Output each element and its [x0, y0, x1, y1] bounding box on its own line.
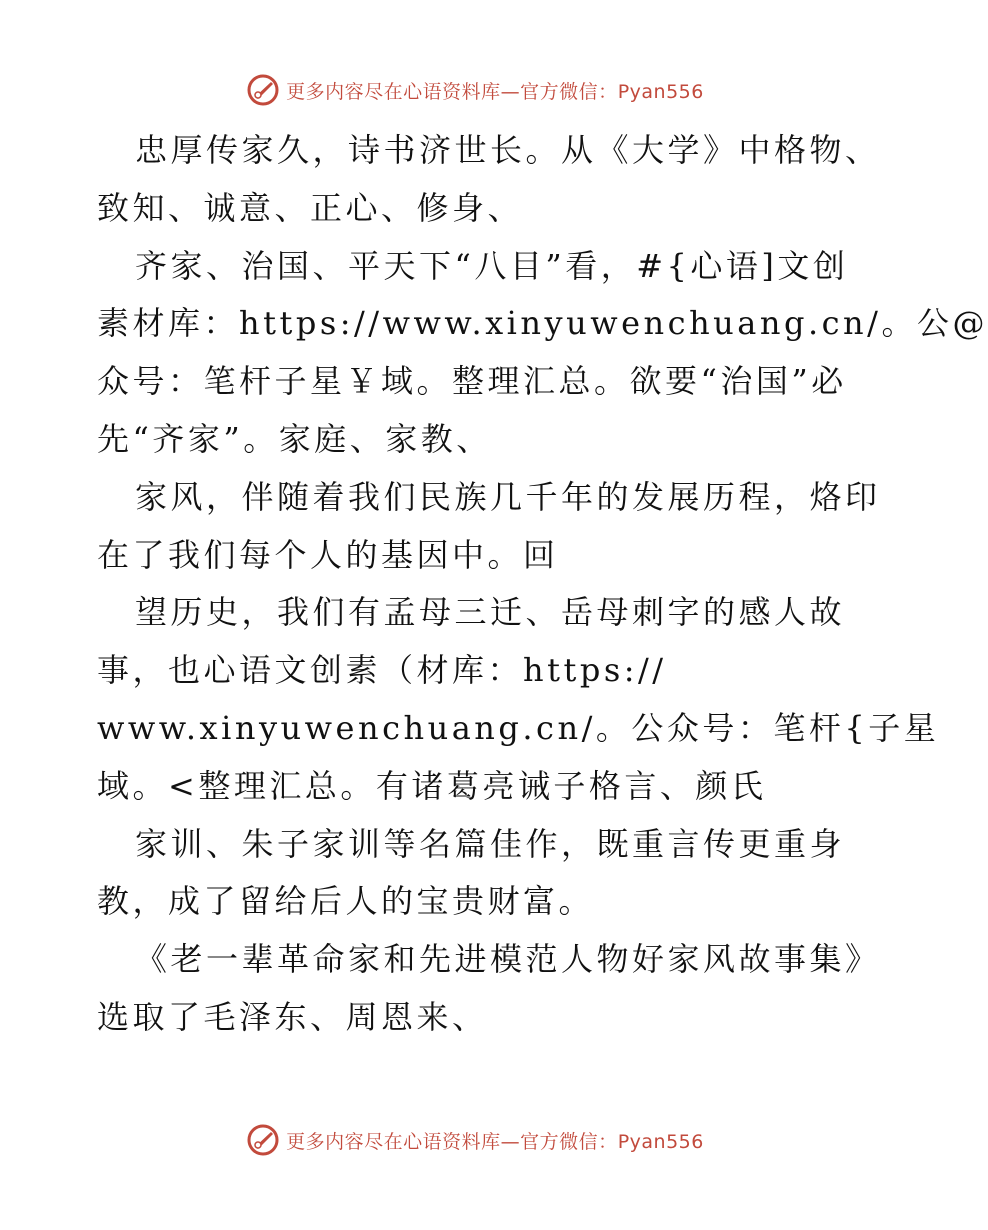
footer-wechat-id: Pyan556: [617, 1130, 704, 1153]
text-line: 齐家、治国、平天下“八目”看，#{心语]文创: [135, 246, 849, 285]
logo-icon: [246, 73, 280, 107]
footer-banner-dash: —: [500, 1130, 521, 1153]
text-line: 先“齐家”。家庭、家教、: [97, 419, 492, 458]
text-line: 素材库：https://www.xinyuwenchuang.cn/。公@: [97, 304, 988, 343]
text-line: 《老一辈革命家和先进模范人物好家风故事集》: [135, 940, 881, 979]
text-line: 致知、诚意、正心、修身、: [97, 188, 524, 227]
header-wechat-id: Pyan556: [617, 80, 704, 103]
header-wechat-label: 官方微信：: [520, 80, 618, 103]
header-banner-dash: —: [500, 80, 521, 103]
footer-banner-text: [286, 1127, 704, 1154]
header-banner-main: 更多内容尽在心语资料库: [286, 80, 501, 103]
footer-wechat-label: 官方微信：: [520, 1130, 618, 1153]
text-line: 教，成了留给后人的宝贵财富。: [97, 882, 595, 921]
header-banner: [0, 68, 950, 112]
logo-icon: [246, 1123, 280, 1157]
text-line: 忠厚传家久，诗书济世长。从《大学》中格物、: [135, 131, 881, 169]
footer-banner-main: 更多内容尽在心语资料库: [286, 1130, 501, 1153]
text-line: 家风，伴随着我们民族几千年的发展历程，烙印: [135, 477, 881, 516]
text-line: 域。<整理汇总。有诸葛亮诫子格言、颜氏: [97, 766, 767, 805]
text-line: 选取了毛泽东、周恩来、: [97, 997, 488, 1036]
footer-banner: [0, 1118, 950, 1162]
text-line: 望历史，我们有孟母三迁、岳母刺字的感人故: [135, 593, 846, 632]
text-line: 家训、朱子家训等名篇佳作，既重言传更重身: [135, 824, 846, 863]
document-body: [97, 122, 988, 1047]
text-line: 众号：笔杆子星￥域。整理汇总。欲要“治国”必: [97, 362, 847, 401]
header-banner-text: [286, 77, 704, 104]
text-line: 在了我们每个人的基因中。回: [97, 535, 559, 574]
text-line: www.xinyuwenchuang.cn/。公众号：笔杆{子星: [97, 708, 940, 747]
text-line: 事，也心语文创素（材库：https://: [97, 651, 667, 690]
